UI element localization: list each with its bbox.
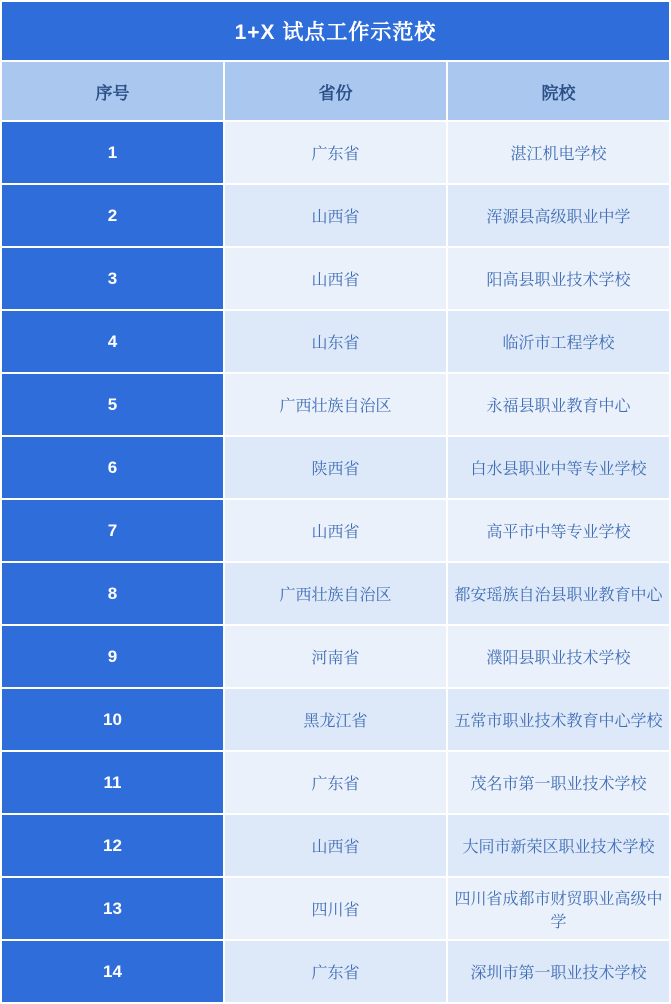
row-school: 浑源县高级职业中学 bbox=[447, 184, 670, 247]
table-row bbox=[1, 940, 670, 1003]
column-header-school: 院校 bbox=[447, 61, 670, 121]
row-school: 阳高县职业技术学校 bbox=[447, 247, 670, 310]
table-row bbox=[1, 310, 670, 373]
table-row bbox=[1, 562, 670, 625]
row-province: 黑龙江省 bbox=[224, 688, 447, 751]
column-header-index: 序号 bbox=[1, 61, 224, 121]
row-province: 广东省 bbox=[224, 940, 447, 1003]
row-school: 大同市新荣区职业技术学校 bbox=[447, 814, 670, 877]
table-row bbox=[1, 247, 670, 310]
row-index: 4 bbox=[1, 310, 224, 373]
row-school: 高平市中等专业学校 bbox=[447, 499, 670, 562]
row-index: 10 bbox=[1, 688, 224, 751]
row-province: 山西省 bbox=[224, 499, 447, 562]
row-province: 山东省 bbox=[224, 310, 447, 373]
row-school: 四川省成都市财贸职业高级中学 bbox=[447, 877, 670, 940]
row-province: 广西壮族自治区 bbox=[224, 373, 447, 436]
row-index: 1 bbox=[1, 121, 224, 184]
row-province: 山西省 bbox=[224, 814, 447, 877]
table-row bbox=[1, 184, 670, 247]
row-index: 6 bbox=[1, 436, 224, 499]
row-province: 河南省 bbox=[224, 625, 447, 688]
row-school: 湛江机电学校 bbox=[447, 121, 670, 184]
table-row bbox=[1, 373, 670, 436]
table-row bbox=[1, 625, 670, 688]
row-province: 广东省 bbox=[224, 751, 447, 814]
column-header-province: 省份 bbox=[224, 61, 447, 121]
row-index: 14 bbox=[1, 940, 224, 1003]
row-index: 2 bbox=[1, 184, 224, 247]
table-row bbox=[1, 499, 670, 562]
title-row bbox=[1, 1, 670, 61]
row-province: 四川省 bbox=[224, 877, 447, 940]
row-index: 9 bbox=[1, 625, 224, 688]
row-school: 永福县职业教育中心 bbox=[447, 373, 670, 436]
row-province: 山西省 bbox=[224, 184, 447, 247]
table-row bbox=[1, 436, 670, 499]
table-row bbox=[1, 121, 670, 184]
row-school: 濮阳县职业技术学校 bbox=[447, 625, 670, 688]
row-province: 广西壮族自治区 bbox=[224, 562, 447, 625]
row-school: 都安瑶族自治县职业教育中心 bbox=[447, 562, 670, 625]
row-province: 广东省 bbox=[224, 121, 447, 184]
row-index: 3 bbox=[1, 247, 224, 310]
row-school: 深圳市第一职业技术学校 bbox=[447, 940, 670, 1003]
header-row bbox=[1, 61, 670, 121]
row-school: 茂名市第一职业技术学校 bbox=[447, 751, 670, 814]
row-school: 五常市职业技术教育中心学校 bbox=[447, 688, 670, 751]
row-index: 8 bbox=[1, 562, 224, 625]
row-province: 陕西省 bbox=[224, 436, 447, 499]
row-index: 11 bbox=[1, 751, 224, 814]
row-index: 5 bbox=[1, 373, 224, 436]
page-title: 1+X 试点工作示范校 bbox=[1, 1, 670, 61]
row-province: 山西省 bbox=[224, 247, 447, 310]
row-index: 13 bbox=[1, 877, 224, 940]
table-row bbox=[1, 688, 670, 751]
table-row bbox=[1, 751, 670, 814]
row-index: 7 bbox=[1, 499, 224, 562]
row-school: 临沂市工程学校 bbox=[447, 310, 670, 373]
table-row bbox=[1, 877, 670, 940]
table-row bbox=[1, 814, 670, 877]
row-index: 12 bbox=[1, 814, 224, 877]
row-school: 白水县职业中等专业学校 bbox=[447, 436, 670, 499]
